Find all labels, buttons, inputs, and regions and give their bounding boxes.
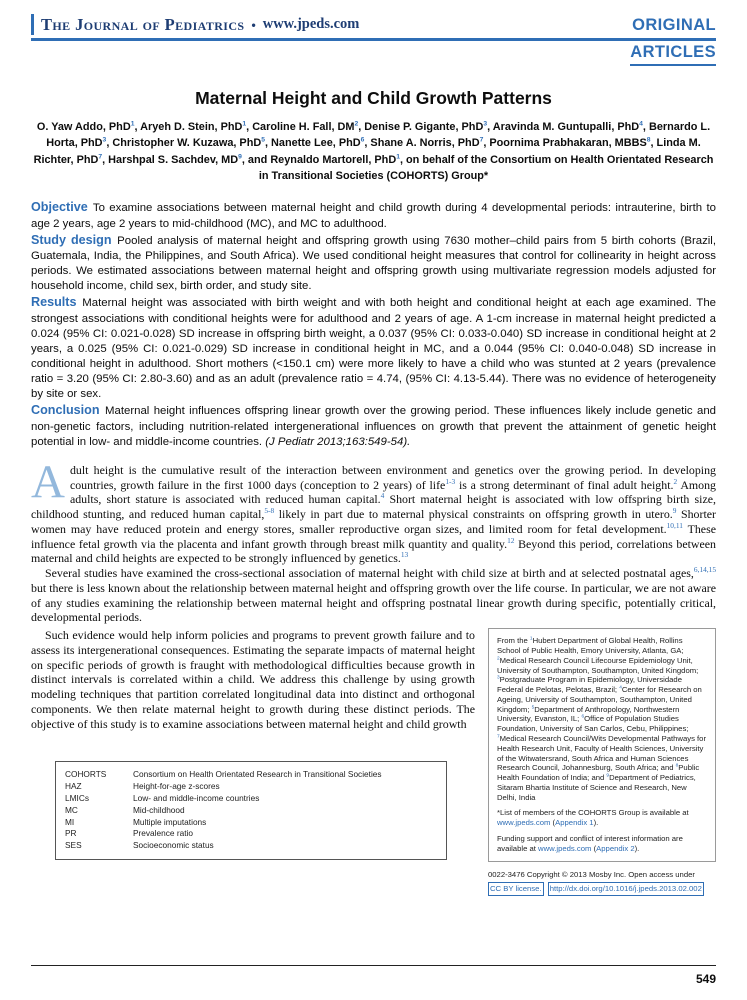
abstract-section: Study design Pooled analysis of maternal height and offspring growth using 7630 mother–child pairs from 5 birth cohorts (Brazil, Guatemala, India, the Philippines, and South Africa). We used conditional height measures that control for collinearity in height across periods. We estimated associations between maternal height and offspring growth using multivariate regression models adjusted for household income, child sex, birth order, and study site. (31, 232, 716, 293)
journal-brand (31, 14, 359, 35)
header-rule (31, 38, 716, 41)
sidebar (488, 628, 716, 896)
affiliations-box (488, 628, 716, 861)
drop-cap: A (31, 455, 65, 508)
journal-citation: (J Pediatr 2013;163:549-54). (265, 435, 411, 448)
left-column (31, 628, 475, 896)
section-label-articles: ARTICLES (630, 42, 716, 66)
copyright-block (488, 869, 716, 896)
jpeds-link[interactable]: www.jpeds.com (497, 818, 551, 828)
abbreviation-definition: Mid-childhood (133, 804, 185, 815)
affiliations-text: From the $^1$Hubert Department of Global Health, Rollins School of Public Health, Emory University, Atlanta, GA; $^2$Medical Research Council Lifecourse Epidemiology Unit, University of Southampton, Southampton, United Kingdom; $^3$Postgraduate Program in Epidemiology, Universidade Federal de Pelotas, Pelotas, Brazil; $^4$Center for Research on Ageing, University of Southampton, Southampton, United Kingdom; $^5$Department of Anthropology, Northwestern University, Evanston, IL; $^6$Office of Population Studies Foundation, University of San Carlos, Cebu, Philippines; $^7$Medical Research Council/Wits Developmental Pathways for Health Research Unit, Faculty of Health Sciences, University of the Witwatersrand, South Africa and Human Sciences Research Council, Johannesburg, South Africa; and $^8$Public Health Foundation of India; and $^9$Department of Pediatrics, Sitaram Bhartia Institute of Science and Research, New Delhi, India (497, 636, 707, 802)
body-paragraph-2: Several studies have examined the cross-sectional association of maternal height with child size at birth and at selected postnatal ages,$^{6,14,15}$ but there is less known about the relationship between maternal height and offspring growth over the life course. In particular, we are not aware of any studies examining the relationship between maternal height and offspring postnatal linear growth during specific, potentially critical, developmental periods. (31, 565, 716, 625)
abbreviation-term: HAZ (65, 781, 82, 792)
abbreviation-definition: Height-for-age z-scores (133, 781, 220, 792)
appendix-2-link[interactable]: Appendix 2 (596, 843, 635, 853)
abstract-section-label: Conclusion (31, 403, 100, 418)
page-footer (31, 965, 716, 988)
abbreviation-row (65, 805, 437, 817)
body-paragraph-1 (31, 455, 716, 566)
section-label-original: ORIGINAL (632, 16, 716, 34)
article-body (31, 455, 716, 625)
section-label-row (31, 42, 716, 66)
abbreviation-term: LMICs (65, 793, 89, 803)
issn-copyright-text: 0022-3476 Copyright © 2013 Mosby Inc. Open access under (488, 869, 695, 879)
abbreviation-definition: Low- and middle-income countries (133, 793, 260, 803)
article-title: Maternal Height and Child Growth Patterns (195, 88, 552, 108)
abbreviation-row (65, 840, 437, 852)
abbreviation-row (65, 781, 437, 793)
abstract (31, 199, 716, 450)
body-paragraph-1-text: dult height is the cumulative result of the interaction between environment and genetics over the growing period. In developing countries, growth failure in the first 1000 days (conception to 2 years) of life$^{1-3}$ is a strong determinant of final adult height.$^2$ Among adults, short stature is associated with reduced human capital.$^4$ Short maternal height is associated with low offspring birth size, childhood stunting, and reduced human capital,$^{5-8}$ likely in part due to maternal physical constraints on offspring growth in utero.$^9$ Shorter women may have reduced protein and energy stores, smaller reproductive organ sizes, and limited room for fetal development.$^{10,11}$ These influence fetal growth via the placenta and infant growth through breast milk quantity and quality.$^{12}$ Beyond this period, correlations between maternal and child heights are expected to be strongly influenced by genetics.$^{13}$ (31, 462, 716, 566)
content-columns (31, 628, 716, 896)
abbreviation-definition: Prevalence ratio (133, 828, 193, 839)
abbreviation-row (65, 828, 437, 840)
doi-link[interactable]: http://dx.doi.org/10.1016/j.jpeds.2013.02.002 (548, 882, 704, 896)
cohorts-group-footnote: *List of members of the COHORTS Group is available at www.jpeds.com (Appendix 1). (497, 808, 689, 828)
abbreviation-row (65, 769, 437, 781)
bullet-separator: • (251, 17, 256, 32)
abbreviation-definition: Socioeconomic status (133, 840, 214, 851)
body-paragraph-3: Such evidence would help inform policies and programs to prevent growth failure and to assess its intergenerational consequences. Estimating the separate impacts of maternal height on specific periods of growth is fraught with methodological difficulties because growth in distinct intervals is correlated within a child. We address this challenge by using growth modeling techniques that partition correlated longitudinal data into distinct and orthogonal components. We then relate maternal height to growth during these distinct periods. The objective of this study is to examine associations between maternal height and child growth (31, 628, 475, 731)
abstract-section-label: Results (31, 295, 77, 310)
abstract-section: Results Maternal height was associated with birth weight and with both height and conditional height at each age examined. The strongest associations with conditional heights were for adulthood and 2 years of age. A 1-cm increase in maternal height predicted a 0.024 (95% CI: 0.021-0.028) SD increase in offspring birth weight, a 0.037 (95% CI: 0.033-0.040) SD increase in conditional height at 2 years, a 0.025 (95% CI: 0.021-0.029) SD increase in conditional height in MC, and a 0.044 (95% CI: 0.040-0.048) SD increase in conditional height in adulthood. Short mothers (<150.1 cm) were more likely to have a child who was stunted at 2 years (prevalence ratio = 3.20 (95% CI: 2.80-3.60) and as an adult (prevalence ratio = 4.74, (95% CI: 4.13-5.44). There was no evidence of heterogeneity by site or sex. (31, 295, 716, 401)
header-accent-bar (31, 14, 34, 35)
abbreviations-box (55, 761, 447, 859)
masthead (31, 14, 716, 35)
abbreviation-term: COHORTS (65, 769, 107, 780)
abbreviation-definition: Multiple imputations (133, 816, 207, 827)
abstract-section: Objective To examine associations between maternal height and child growth during 4 developmental periods: intrauterine, birth to age 2 years, age 2 years to mid-childhood (MC), and MC to adulthood. (31, 200, 716, 230)
author-list: O. Yaw Addo, PhD$^1$, Aryeh D. Stein, PhD$^1$, Caroline H. Fall, $DM^2$, Denise P. Gigante, PhD$^3$, Aravinda M. Guntupalli, PhD$^4$, Bernardo L. Horta, PhD$^3$, Christopher W. Kuzawa, PhD$^5$, Nanette Lee, PhD$^6$, Shane A. Norris, PhD$^7$, Poornima Prabhakaran, MBBS$^8$, Linda M. Richter, PhD$^7$, Harshpal S. Sachdev, $MD^9$, and Reynaldo Martorell, PhD$^1$, on behalf of the Consortium on Health Orientated Research in Transitional Societies (COHORTS) Group* (33, 120, 714, 183)
page-number: 549 (695, 972, 716, 986)
abbreviations-list (65, 769, 437, 851)
appendix-1-link[interactable]: Appendix 1 (555, 818, 594, 828)
abbreviation-row (65, 817, 437, 829)
abbreviation-term: MI (65, 816, 75, 827)
abbreviation-term: PR (65, 828, 77, 839)
abstract-section-label: Study design (31, 232, 112, 247)
journal-url-link[interactable]: www.jpeds.com (262, 16, 360, 32)
abbreviation-term: MC (65, 804, 78, 815)
journal-name: The Journal of Pediatrics (41, 14, 245, 34)
abbreviation-row (65, 793, 437, 805)
jpeds-link[interactable]: www.jpeds.com (538, 843, 592, 853)
funding-footnote: Funding support and conflict of interest information are available at www.jpeds.com (Appendix 2). (497, 834, 683, 853)
abstract-section-label: Objective (31, 200, 88, 215)
cc-by-license-link[interactable]: CC BY license. (488, 882, 544, 896)
abbreviation-term: SES (65, 840, 82, 851)
abbreviation-definition: Consortium on Health Orientated Research in Transitional Societies (133, 769, 382, 780)
abstract-section: Conclusion Maternal height influences offspring linear growth over the growing period. These influences likely include genetic and non-genetic factors, including nutrition-related intergenerational influences on growth that prevent the attainment of genetic height potential in low- and middle-income countries. (J Pediatr 2013;163:549-54). (31, 403, 716, 448)
